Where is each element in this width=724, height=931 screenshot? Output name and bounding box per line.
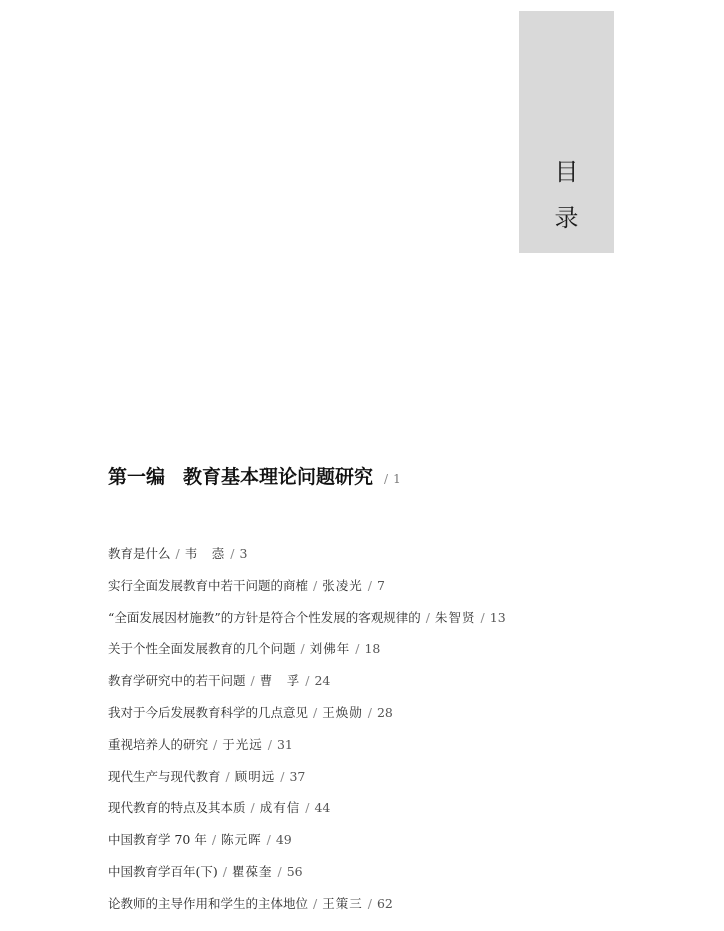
entry-page: 13 bbox=[489, 609, 506, 625]
toc-tab-char-2: 录 bbox=[554, 204, 579, 232]
separator: / bbox=[313, 577, 318, 593]
entry-title: 中国教育学 70 年 bbox=[108, 832, 207, 848]
entry-page: 37 bbox=[289, 768, 306, 784]
entry-page: 24 bbox=[314, 673, 331, 689]
section-part-label: 第一编 bbox=[108, 466, 166, 488]
entry-title: 现代生产与现代教育 bbox=[108, 768, 221, 784]
entry-title: 教育学研究中的若干问题 bbox=[108, 673, 246, 689]
entry-title: 论教师的主导作用和学生的主体地位 bbox=[108, 895, 309, 911]
toc-entry[interactable] bbox=[108, 893, 688, 925]
separator: / bbox=[313, 704, 318, 720]
toc-entry[interactable] bbox=[108, 702, 688, 734]
entry-title: 我对于今后发展教育科学的几点意见 bbox=[108, 704, 309, 720]
toc-entry[interactable] bbox=[108, 607, 688, 639]
entry-page: 44 bbox=[314, 800, 331, 816]
toc-entry[interactable] bbox=[108, 670, 688, 702]
entry-author: 曹 孚 bbox=[259, 673, 301, 689]
separator: / bbox=[266, 832, 271, 848]
toc-entry[interactable] bbox=[108, 638, 688, 670]
separator: / bbox=[367, 895, 372, 911]
entry-page: 18 bbox=[364, 641, 381, 657]
separator: / bbox=[367, 577, 372, 593]
separator: / bbox=[175, 546, 180, 561]
toc-entry-list bbox=[108, 543, 688, 925]
entry-title: 现代教育的特点及其本质 bbox=[108, 800, 246, 816]
entry-author: 于光远 bbox=[222, 736, 263, 752]
entry-author: 顾明远 bbox=[234, 768, 276, 784]
entry-page: 28 bbox=[376, 704, 393, 720]
section-page bbox=[379, 472, 401, 486]
entry-page: 56 bbox=[286, 863, 303, 879]
separator: / bbox=[250, 673, 255, 689]
entry-page: 3 bbox=[239, 546, 248, 561]
entry-title: “全面发展因材施教”的方针是符合个性发展的客观规律的 bbox=[108, 609, 421, 625]
entry-author: 韦 悫 bbox=[184, 546, 226, 561]
toc-tab bbox=[519, 11, 614, 253]
separator: / bbox=[367, 704, 372, 720]
entry-author: 张凌光 bbox=[322, 577, 363, 593]
entry-page: 7 bbox=[376, 577, 385, 593]
toc-tab-char-1: 目 bbox=[554, 158, 579, 186]
entry-author: 刘佛年 bbox=[309, 641, 351, 657]
separator: / bbox=[250, 800, 255, 816]
entry-author: 朱智贤 bbox=[435, 609, 476, 625]
toc-entry[interactable] bbox=[108, 766, 688, 798]
section-heading bbox=[108, 463, 401, 493]
separator: / bbox=[267, 736, 272, 752]
section-title: 教育基本理论问题研究 bbox=[183, 466, 374, 488]
entry-page: 62 bbox=[376, 895, 393, 911]
toc-entry[interactable] bbox=[108, 861, 688, 893]
entry-title: 实行全面发展教育中若干问题的商榷 bbox=[108, 577, 309, 593]
separator: / bbox=[211, 832, 217, 848]
separator: / bbox=[230, 546, 235, 561]
toc-entry[interactable] bbox=[108, 797, 688, 829]
separator: / bbox=[480, 609, 485, 625]
entry-author: 陈元晖 bbox=[221, 832, 262, 848]
separator: / bbox=[300, 641, 305, 657]
separator: / bbox=[213, 736, 218, 752]
toc-entry[interactable] bbox=[108, 829, 688, 861]
separator: / bbox=[425, 609, 431, 625]
separator: / bbox=[222, 863, 227, 879]
toc-entry[interactable] bbox=[108, 543, 688, 575]
entry-author: 瞿葆奎 bbox=[231, 863, 273, 879]
toc-entry[interactable] bbox=[108, 575, 688, 607]
entry-title: 中国教育学百年(下) bbox=[108, 863, 218, 879]
section-page-number: 1 bbox=[393, 472, 401, 486]
entry-title: 重视培养人的研究 bbox=[108, 736, 209, 752]
toc-entry[interactable] bbox=[108, 734, 688, 766]
entry-page: 49 bbox=[275, 832, 292, 848]
entry-author: 成有信 bbox=[259, 800, 301, 816]
separator: / bbox=[305, 800, 310, 816]
entry-title: 教育是什么 bbox=[108, 546, 171, 561]
separator: / bbox=[305, 673, 310, 689]
separator: / bbox=[355, 641, 360, 657]
entry-page: 31 bbox=[276, 736, 293, 752]
entry-author: 王策三 bbox=[322, 895, 363, 911]
separator: / bbox=[384, 472, 389, 486]
separator: / bbox=[225, 768, 230, 784]
separator: / bbox=[280, 768, 285, 784]
entry-title: 关于个性全面发展教育的几个问题 bbox=[108, 641, 296, 657]
entry-author: 王焕勋 bbox=[322, 704, 363, 720]
separator: / bbox=[277, 863, 282, 879]
separator: / bbox=[313, 895, 318, 911]
